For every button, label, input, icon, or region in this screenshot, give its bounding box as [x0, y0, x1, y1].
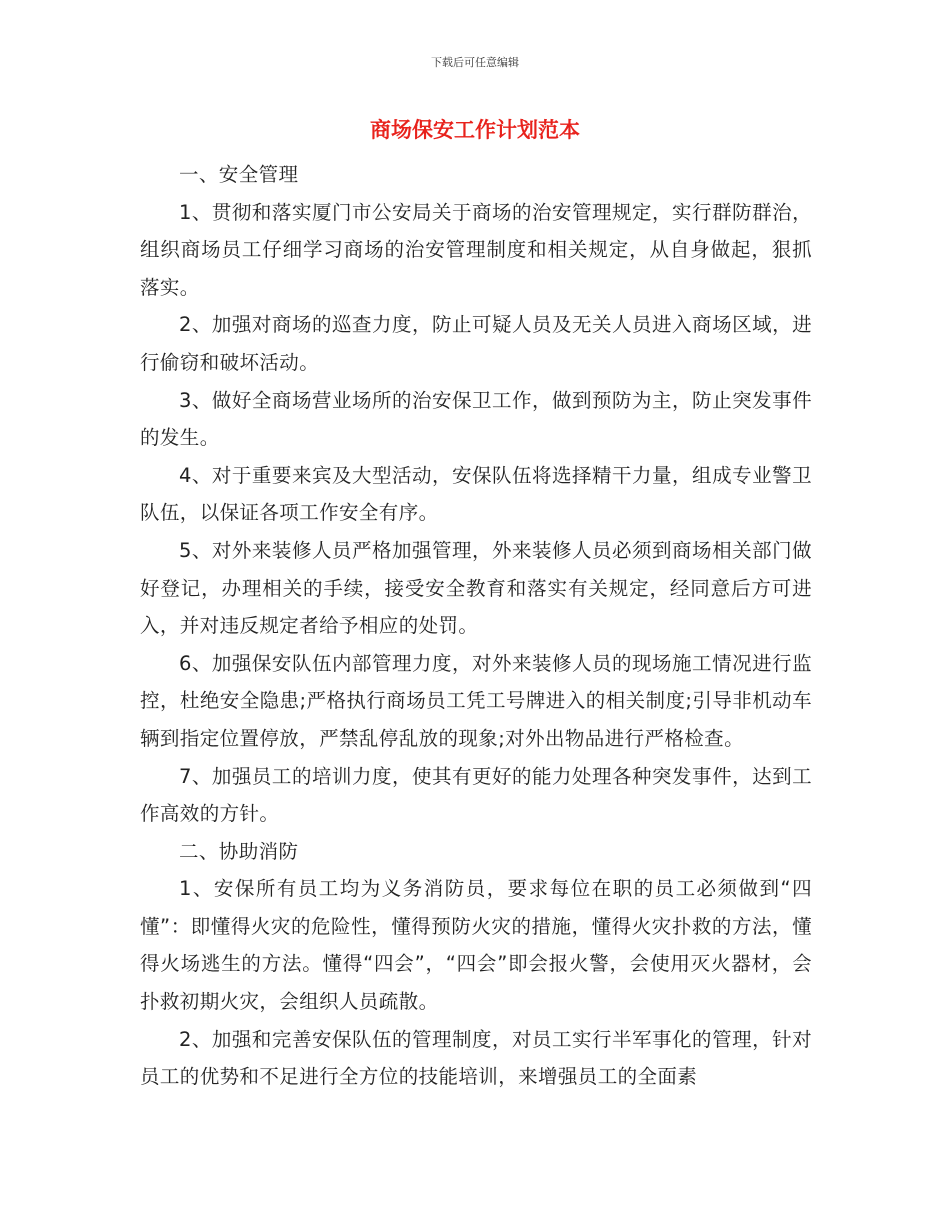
paragraph: 2、加强和完善安保队伍的管理制度，对员工实行半军事化的管理，针对员工的优势和不足进行全方位的技能培训，来增强员工的全面素 [140, 1027, 812, 1089]
paragraph: 4、对于重要来宾及大型活动，安保队伍将选择精干力量，组成专业警卫队伍，以保证各项工作安全有序。 [140, 463, 812, 525]
section-heading: 二、协助消防 [179, 839, 299, 863]
paragraph: 3、做好全商场营业场所的治安保卫工作，做到预防为主，防止突发事件的发生。 [140, 388, 812, 450]
paragraph: 2、加强对商场的巡查力度，防止可疑人员及无关人员进入商场区域，进行偷窃和破坏活动。 [140, 313, 812, 374]
paragraph: 1、安保所有员工均为义务消防员，要求每位在职的员工必须做到“四懂”：即懂得火灾的危险性，懂得预防火灾的措施，懂得火灾扑救的方法，懂得火场逃生的方法。懂得“四会”，“四会”即会报火警，会使用灭火器材，会扑救初期火灾，会组织人员疏散。 [140, 877, 812, 1014]
document-body [140, 156, 812, 1096]
paragraph: 6、加强保安队伍内部管理力度，对外来装修人员的现场施工情况进行监控，杜绝安全隐患;严格执行商场员工凭工号牌进入的相关制度;引导非机动车辆到指定位置停放，严禁乱停乱放的现象;对外出物品进行严格检查。 [140, 651, 812, 750]
section-heading: 一、安全管理 [179, 163, 299, 186]
document-title: 商场保安工作计划范本 [370, 118, 580, 142]
paragraph: 7、加强员工的培训力度，使其有更好的能力处理各种突发事件，达到工作高效的方针。 [140, 764, 812, 826]
header-note: 下载后可任意编辑 [431, 56, 519, 69]
paragraph: 5、对外来装修人员严格加强管理，外来装修人员必须到商场相关部门做好登记，办理相关的手续，接受安全教育和落实有关规定，经同意后方可进入，并对违反规定者给予相应的处罚。 [140, 538, 812, 638]
paragraph: 1、贯彻和落实厦门市公安局关于商场的治安管理规定，实行群防群治，组织商场员工仔细学习商场的治安管理制度和相关规定，从自身做起，狠抓落实。 [140, 200, 812, 299]
